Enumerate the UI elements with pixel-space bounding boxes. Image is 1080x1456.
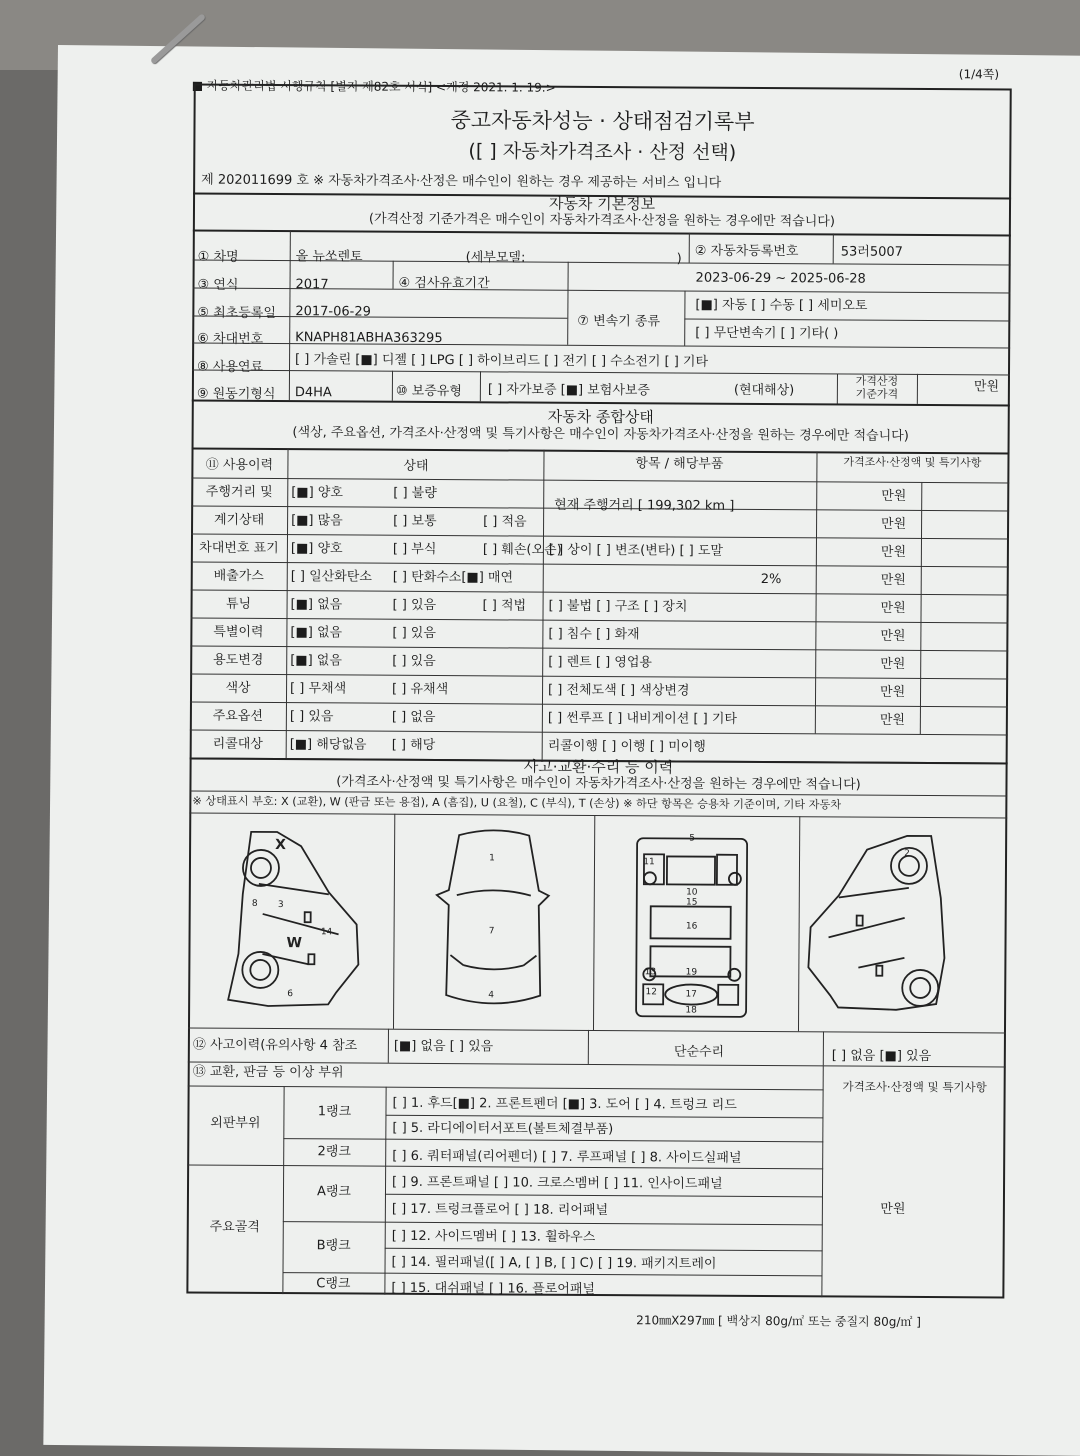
diagram-panel-number: 6 [287, 989, 294, 1000]
header-item: 항목 / 해당부품 [635, 456, 724, 472]
status-row-a: [■] 없음 [290, 653, 342, 669]
value-transmission-2: [ ] 무단변속기 [ ] 기타( ) [695, 325, 839, 342]
label-car-name: ① 차명 [197, 249, 239, 265]
label-base-price-1: 가격산정 [855, 374, 899, 388]
parts-rank2: [ ] 6. 쿼터패널(리어펜더) [ ] 7. 루프패널 [ ] 8. 사이드실패널 [392, 1148, 742, 1166]
status-row-label: 색상 [225, 680, 251, 696]
label-reg-number: ② 자동차등록번호 [694, 243, 799, 260]
status-row-a: [■] 많음 [291, 513, 343, 529]
status-legend: ※ 상태표시 부호: X (교환), W (판금 또는 용접), A (흠집), U (요철), C (부식), T (손상) ※ 하단 항목은 승용차 기준이며, 기타 자동차 [192, 794, 842, 812]
label-rank-c: C랭크 [316, 1276, 351, 1292]
side-view-right [808, 835, 945, 1010]
parts-rankA-line2: [ ] 17. 트렁크플로어 [ ] 18. 리어패널 [391, 1201, 609, 1219]
damage-mark-x: X [275, 837, 286, 854]
diagram-panel-number: 19 [685, 967, 698, 978]
status-row-a: [■] 양호 [290, 541, 343, 557]
value-first-registration: 2017-06-29 [295, 304, 371, 320]
label-outer-panels: 외판부위 [210, 1115, 261, 1131]
diagram-panel-number: 1 [489, 853, 495, 864]
form-title: 중고자동차성능 · 상태점검기록부 [450, 108, 755, 134]
page-number: (1/4쪽) [958, 67, 1000, 82]
status-row-label: 튜닝 [225, 596, 252, 612]
diagram-panel-number: 11 [643, 857, 655, 868]
side-view-left [228, 832, 359, 1007]
status-row-b: [ ] 없음 [391, 709, 436, 725]
label-rank-2: 2랭크 [317, 1144, 351, 1160]
status-row-item: [ ] 전체도색 [ ] 색상변경 [548, 682, 690, 699]
status-row-item: [ ] 썬루프 [ ] 내비게이션 [ ] 기타 [547, 710, 738, 727]
diagram-panel-number: 15 [686, 897, 698, 908]
vehicle-diagrams [188, 813, 1007, 1032]
parts-rank1-line2: [ ] 5. 라디에이터서포트(볼트체결부품) [392, 1120, 614, 1138]
diagram-panel-number: 8 [251, 898, 258, 909]
label-inspection-validity: ④ 검사유효기간 [398, 275, 490, 292]
label-simple-repair: 단순수리 [673, 1044, 725, 1060]
status-row-b: [ ] 부식 [392, 541, 437, 557]
diagram-panel-number: 4 [488, 990, 495, 1001]
status-row-unit: 만원 [880, 600, 906, 616]
status-row-b: [ ] 있음 [392, 597, 437, 613]
section-basic-note: (가격산정 기준가격은 매수인이 자동차가격조사·산정을 원하는 경우에만 적습니다) [368, 211, 835, 230]
status-row-item: [ ] 침수 [ ] 화재 [548, 626, 640, 643]
diagram-panel-number: 14 [320, 927, 333, 938]
status-row-a: [■] 없음 [290, 597, 343, 613]
status-row-b: [ ] 탄화수소[■] 매연 [392, 569, 514, 586]
value-base-price-unit: 만원 [973, 379, 1000, 395]
label-warranty: ⑩ 보증유형 [395, 383, 462, 400]
value-warranty-company: (현대해상) [733, 382, 795, 399]
value-vin: KNAPH81ABHA363295 [295, 330, 443, 347]
status-row-a: [ ] 일산화탄소 [290, 569, 372, 585]
parts-rankB-line1: [ ] 12. 사이드멤버 [ ] 13. 휠하우스 [391, 1228, 596, 1245]
label-rank-a: A랭크 [316, 1184, 352, 1200]
parts-price-unit: 만원 [880, 1201, 906, 1217]
parts-rankB-line2: [ ] 14. 필러패널([ ] A, [ ] B, [ ] C) [ ] 19. 패키지트레이 [391, 1254, 717, 1272]
value-fuel: [ ] 가솔린 [■] 디젤 [ ] LPG [ ] 하이브리드 [ ] 전기 [ ] 수소전기 [ ] 기타 [295, 352, 709, 370]
section-status-header: 자동차 종합상태 [547, 407, 654, 427]
header-price-note: 가격조사·산정액 및 특기사항 [843, 455, 982, 470]
law-reference: ■ 자동차관리법 시행규칙 [별지 제82호 서식] <개정 2021. 1. 19.> [191, 78, 556, 95]
value-transmission-1: [■] 자동 [ ] 수동 [ ] 세미오토 [695, 297, 868, 314]
value-inspection-validity: 2023-06-29 ~ 2025-06-28 [695, 270, 866, 287]
status-row-b: [ ] 있음 [392, 625, 436, 641]
status-row-label: 계기상태 [213, 512, 265, 528]
paper-spec-footer: 210㎜X297㎜ [ 백상지 80g/㎡ 또는 중질지 80g/㎡ ] [636, 1313, 921, 1329]
header-parts-price: 가격조사·산정액 및 특기사항 [842, 1079, 987, 1095]
value-model-year: 2017 [295, 277, 329, 293]
status-row-b: [ ] 보통 [393, 513, 437, 529]
value-reg-number: 53러5007 [840, 244, 903, 260]
section-accident-note: (가격조사·산정액 및 특기사항은 매수인이 자동차가격조사·산정을 원하는 경우에만 적습니다) [336, 774, 861, 793]
status-row-c: [ ] 적법 [482, 598, 527, 614]
label-transmission: ⑦ 변속기 종류 [577, 313, 661, 330]
status-row-item: 리콜이행 [ ] 이행 [ ] 미이행 [547, 738, 706, 755]
parts-rankC: [ ] 15. 대쉬패널 [ ] 16. 플로어패널 [391, 1280, 596, 1297]
status-row-item: [ ] 불법 [ ] 구조 [ ] 장치 [548, 598, 688, 615]
status-row-c: [ ] 적음 [483, 514, 527, 530]
status-row-a: [■] 양호 [291, 485, 343, 501]
diagram-panel-number: 13 [644, 967, 657, 978]
diagram-panel-number: 17 [685, 989, 697, 1000]
value-engine-type: D4HA [294, 385, 332, 401]
value-warranty: [ ] 자가보증 [■] 보험사보증 [487, 382, 651, 399]
header-state: 상태 [403, 458, 429, 474]
status-row-unit: 만원 [879, 712, 906, 728]
value-simple-repair: [ ] 없음 [■] 있음 [831, 1048, 932, 1065]
status-row-label: 주요옵션 [212, 708, 264, 724]
diagram-panel-number: 3 [277, 900, 284, 911]
status-row-unit: 만원 [881, 516, 907, 532]
parts-rank1-line1: [ ] 1. 후드[■] 2. 프론트펜더 [■] 3. 도어 [ ] 4. 트렁크 리드 [392, 1095, 737, 1113]
status-row-unit: 만원 [880, 544, 907, 560]
label-accident-history: ⑫ 사고이력(유의사항 4 참조 [192, 1037, 358, 1054]
label-engine-type: ⑨ 원동기형식 [196, 386, 276, 403]
section-basic-header: 자동차 기본정보 [548, 194, 656, 214]
label-rank-1: 1랭크 [317, 1104, 352, 1120]
status-row-item: 2% [760, 571, 782, 588]
damage-mark-w: W [286, 935, 303, 952]
status-row-item: [ ] 상이 [ ] 변조(변타) [ ] 도말 [548, 542, 724, 559]
diagram-panel-number: 16 [685, 921, 698, 932]
label-main-frame: 주요골격 [209, 1219, 260, 1235]
status-row-label: 주행거리 및 [205, 484, 273, 500]
status-row-b: [ ] 해당 [391, 737, 436, 753]
status-row-item: [ ] 렌트 [ ] 영업용 [548, 654, 653, 671]
status-row-b: [ ] 있음 [392, 653, 436, 669]
status-row-b: [ ] 불량 [393, 485, 437, 501]
status-row-unit: 만원 [880, 572, 906, 588]
status-row-a: [■] 해당없음 [289, 737, 367, 753]
form-subtitle: ([ ] 자동차가격조사 · 산정 선택) [468, 140, 737, 164]
diagram-panel-number: 18 [685, 1005, 697, 1016]
diagram-panel-number: 7 [488, 926, 495, 937]
status-row-c: [ ] 훼손(오손) [482, 542, 562, 558]
label-vin: ⑥ 차대번호 [197, 331, 264, 347]
section-accident-header: 사고·교환·수리 등 이력 [523, 757, 674, 777]
status-row-unit: 만원 [881, 488, 907, 504]
label-detail-model: (세부모델: [465, 250, 526, 266]
status-row-unit: 만원 [880, 628, 906, 644]
diagram-panel-number: 5 [689, 833, 696, 844]
status-row-unit: 만원 [880, 656, 906, 672]
status-row-item: 현재 주행거리 [ 199,302 km ] [554, 497, 735, 514]
status-row-a: [■] 없음 [290, 625, 343, 641]
label-parts-header: ⑬ 교환, 판금 등 이상 부위 [192, 1064, 344, 1081]
label-fuel: ⑧ 사용연료 [196, 359, 264, 375]
header-usage-history: ⑪ 사용이력 [205, 457, 274, 473]
label-first-registration: ⑤ 최초등록일 [197, 305, 276, 322]
inspection-form: (1/4쪽) ■ 자동차관리법 시행규칙 [별지 제82호 서식] <개정 2021. 1. 19.> 중고자동차성능 · 상태점검기록부 ([ ] 자동차가격조사 · 산정 선택) 제 202011699 호 ※ 자동차가격조사·산정은 매수인이 원하는 경우 제공하는 서비스 입니다 자동차 기본정보 (가격산정 기준가격은 매수인이 자동차가격조사·산정을 원하는 경우에만 적습니다) ① 차명 올 뉴쏘렌토 (세부모델: ) ② 자동차등록번호 53러5007 ③ 연식 2017 ④ 검사유효기간 2023-06-29 ~ 2025-06-28 ⑤ 최초등록일 2017-06-29 ⑦ 변속기 종류 [■] 자동 [ ] 수동 [ ] 세미오토 [ ] 무단변속기 [ ] 기타( ) ⑥ 차대번호 KNAPH81ABHA363295 ⑧ 사용연료 [ ] 가솔린 [■] 디젤 [ ] LPG [ ] 하이브리드 [ ] 전기 [ ] 수소전기 [ ] 기타 ⑨ 원동기형식 D4HA ⑩ 보증유형 [ ] 자가보증 [■] 보험사보증 (현대해상) 가격산정 기준가격 만원 자동차 종합상태 (색상, 주요옵션, 가격조사·산정액 및 특기사항은 매수인이 자동차가격조사·산정을 원하는 경우에만 적습니다) ⑪ 사용이력 상태 항목 / 해당부품 가격조사·산정액 및 특기사항 주행거리 및 [■] 양호 [ ] 불량 현재 주행거리 [ 199,302 km ] 만원 계기상태 [■] 많음 [ ] 보통 [ ] 적음 만원 차대번호 표기 [■] 양호 [ ] 부식 [ ] 훼손(오손) [ ] 상이 [ ] 변조(변타) [ ] 도말 만원 배출가스 [ ] 일산화탄소 [ ] 탄화수소[■] 매연 2% 만원 튜닝 [■] 없음 [ ] 있음 [ ] 적법 [ ] 불법 [ ] 구조 [ ] 장치 만원 특별이력 [■] 없음 [ ] 있음 [ ] 침수 [ ] 화재 만원 용도변경 [■] 없음 [ ] 있음 [ ] 렌트 [ ] 영업용 만원 색상 [ ] 무채색 [ ] 유채색 [ ] 전체도색 [ ] 색상변경 만원 주요옵션 [ ] 있음 [ ] 없음 [ ] 썬루프 [ ] 내비게이션 [ ] 기타 만원 리콜대상 [■] 해당없음 [ ] 해당 리콜이행 [ ] 이행 [ ] 미이행 사고·교환·수리 등 이력 (가격조사·산정액 및 특기사항은 매수인이 자동차가격조사·산정을 원하는 경우에만 적습니다) ※ 상태표시 부호: X (교환), W (판금 또는 용접), A (흠집), U (요철), C (부식), T (손상) ※ 하단 항목은 승용차 기준이며, 기타 자동차 X W 1 2 3 4 5 6 7 8 10 11 12 13 14 15 16 17 18 19 ⑫ 사고이력(유의사항 4 참조 [■] 없음 [ ] 있음 단순수리 [ ] 없음 [■] 있음 ⑬ 교환, 판금 등 이상 부위 가격조사·산정액 및 특기사항 외판부위 주요골격 1랭크 2랭크 A랭크 B랭크 C랭크 [ ] 1. 후드[■] 2. 프론트펜더 [■] 3. 도어 [ ] 4. 트렁크 리드 [ ] 5. 라디에이터서포트(볼트체결부품) [ ] 6. 쿼터패널(리어펜더) [ ] 7. 루프패널 [ ] 8. 사이드실패널 [ ] 9. 프론트패널 [ ] 10. 크로스멤버 [ ] 11. 인사이드패널 [ ] 17. 트렁크플로어 [ ] 18. 리어패널 [ ] 12. 사이드멤버 [ ] 13. 휠하우스 [ ] 14. 필러패널([ ] A, [ ] B, [ ] C) [ ] 19. 패키지트레이 [ ] 15. 대쉬패널 [ ] 16. 플로어패널 만원 210㎜X297㎜ [ 백상지 80g/㎡ 또는 중질지 80g/㎡ ] [0, 0, 1080, 1443]
status-row-label: 용도변경 [213, 652, 264, 668]
status-row-label: 리콜대상 [212, 736, 263, 752]
value-accident-history: [■] 없음 [ ] 있음 [393, 1038, 494, 1055]
diagram-panel-number: 2 [904, 848, 910, 859]
status-row-label: 차대번호 표기 [199, 540, 279, 557]
status-row-label: 특별이력 [213, 624, 264, 640]
section-status-note: (색상, 주요옵션, 가격조사·산정액 및 특기사항은 매수인이 자동차가격조사·산정을 원하는 경우에만 적습니다) [292, 425, 909, 444]
label-model-year: ③ 연식 [197, 277, 239, 293]
diagram-panel-number: 10 [686, 887, 698, 898]
diagram-panel-number: 12 [645, 987, 657, 998]
document-number: 제 202011699 호 ※ 자동차가격조사·산정은 매수인이 원하는 경우 제공하는 서비스 입니다 [201, 172, 722, 191]
status-row-a: [ ] 무채색 [290, 681, 347, 697]
label-base-price-2: 기준가격 [855, 387, 899, 401]
status-row-b: [ ] 유채색 [392, 681, 449, 698]
status-row-a: [ ] 있음 [289, 709, 334, 725]
parts-rankA-line1: [ ] 9. 프론트패널 [ ] 10. 크로스멤버 [ ] 11. 인사이드패널 [392, 1174, 723, 1192]
status-row-label: 배출가스 [213, 568, 264, 584]
status-row-unit: 만원 [880, 684, 906, 700]
value-car-name: 올 뉴쏘렌토 [295, 249, 363, 265]
label-rank-b: B랭크 [316, 1238, 351, 1254]
